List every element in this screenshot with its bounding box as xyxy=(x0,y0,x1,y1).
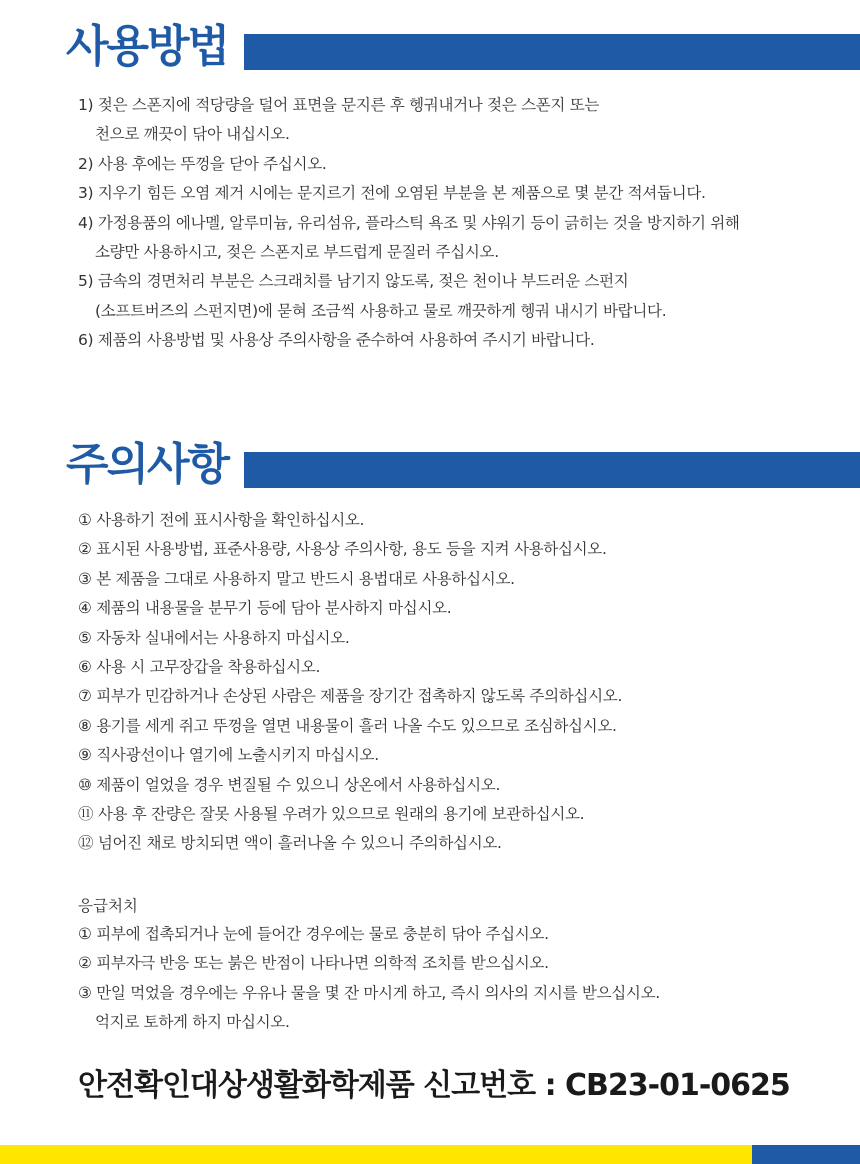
footer-yellow-bar xyxy=(0,1145,752,1164)
registration-number: 안전확인대상생활화학제품 신고번호 : CB23-01-0625 xyxy=(78,1068,790,1103)
caution-line: ⑫ 넘어진 채로 방치되면 액이 흘러나올 수 있으니 주의하십시오. xyxy=(78,834,502,853)
usage-title: 사용방법 xyxy=(66,21,229,72)
first-aid-line: ② 피부자극 반응 또는 붉은 반점이 나타나면 의학적 조치를 받으십시오. xyxy=(78,954,549,973)
caution-line: ⑩ 제품이 얼었을 경우 변질될 수 있으니 상온에서 사용하십시오. xyxy=(78,775,501,794)
caution-list xyxy=(78,506,838,859)
usage-section-header xyxy=(0,12,860,82)
usage-line: 소량만 사용하시고, 젖은 스폰지로 부드럽게 문질러 주십시오. xyxy=(95,242,499,261)
usage-line: 4) 가정용품의 에나멜, 알루미늄, 유리섬유, 플라스틱 욕조 및 샤워기 등이 긁히는 것을 방지하기 위해 xyxy=(78,213,740,232)
usage-title-bar xyxy=(244,34,860,70)
caution-line: ⑥ 사용 시 고무장갑을 착용하십시오. xyxy=(78,657,321,676)
caution-line: ⑧ 용기를 세게 쥐고 뚜껑을 열면 내용물이 흘러 나올 수도 있으므로 조심하십시오. xyxy=(78,716,617,735)
first-aid-list xyxy=(78,920,838,1038)
caution-title: 주의사항 xyxy=(66,439,229,490)
caution-title-bar xyxy=(244,452,860,488)
caution-line: ② 표시된 사용방법, 표준사용량, 사용상 주의사항, 용도 등을 지켜 사용하십시오. xyxy=(78,540,607,559)
caution-line: ⑤ 자동차 실내에서는 사용하지 마십시오. xyxy=(78,628,350,647)
usage-line: 2) 사용 후에는 뚜껑을 닫아 주십시오. xyxy=(78,154,327,173)
usage-line: 6) 제품의 사용방법 및 사용상 주의사항을 준수하여 사용하여 주시기 바랍니다. xyxy=(78,331,595,350)
first-aid-line: ③ 만일 먹었을 경우에는 우유나 물을 몇 잔 마시게 하고, 즉시 의사의 지시를 받으십시오. xyxy=(78,983,660,1002)
caution-line: ⑪ 사용 후 잔량은 잘못 사용될 우려가 있으므로 원래의 용기에 보관하십시오. xyxy=(78,804,585,823)
usage-line: 3) 지우기 힘든 오염 제거 시에는 문지르기 전에 오염된 부분을 본 제품으로 몇 분간 적셔둡니다. xyxy=(78,184,706,203)
caution-line: ⑨ 직사광선이나 열기에 노출시키지 마십시오. xyxy=(78,746,379,765)
caution-line: ③ 본 제품을 그대로 사용하지 말고 반드시 용법대로 사용하십시오. xyxy=(78,569,515,588)
usage-line: (소프트버즈의 스펀지면)에 묻혀 조금씩 사용하고 물로 깨끗하게 헹궈 내시기 바랍니다. xyxy=(95,301,667,320)
first-aid-line: ① 피부에 접촉되거나 눈에 들어간 경우에는 물로 충분히 닦아 주십시오. xyxy=(78,925,549,943)
usage-line: 천으로 깨끗이 닦아 내십시오. xyxy=(95,125,290,144)
caution-section-header xyxy=(0,430,860,500)
first-aid-heading: 응급처치 xyxy=(78,897,138,915)
usage-line: 1) 젖은 스폰지에 적당량을 덜어 표면을 문지른 후 헹궈내거나 젖은 스폰지 또는 xyxy=(78,96,600,114)
caution-line: ④ 제품의 내용물을 분무기 등에 담아 분사하지 마십시오. xyxy=(78,599,452,618)
footer-blue-bar xyxy=(752,1145,860,1164)
usage-list xyxy=(78,91,838,356)
first-aid-line: 억지로 토하게 하지 마십시오. xyxy=(95,1013,290,1032)
usage-line: 5) 금속의 경면처리 부분은 스크래치를 남기지 않도록, 젖은 천이나 부드러운 스펀지 xyxy=(78,272,629,291)
caution-line: ① 사용하기 전에 표시사항을 확인하십시오. xyxy=(78,511,365,529)
caution-line: ⑦ 피부가 민감하거나 손상된 사람은 제품을 장기간 접촉하지 않도록 주의하십시오. xyxy=(78,687,623,706)
